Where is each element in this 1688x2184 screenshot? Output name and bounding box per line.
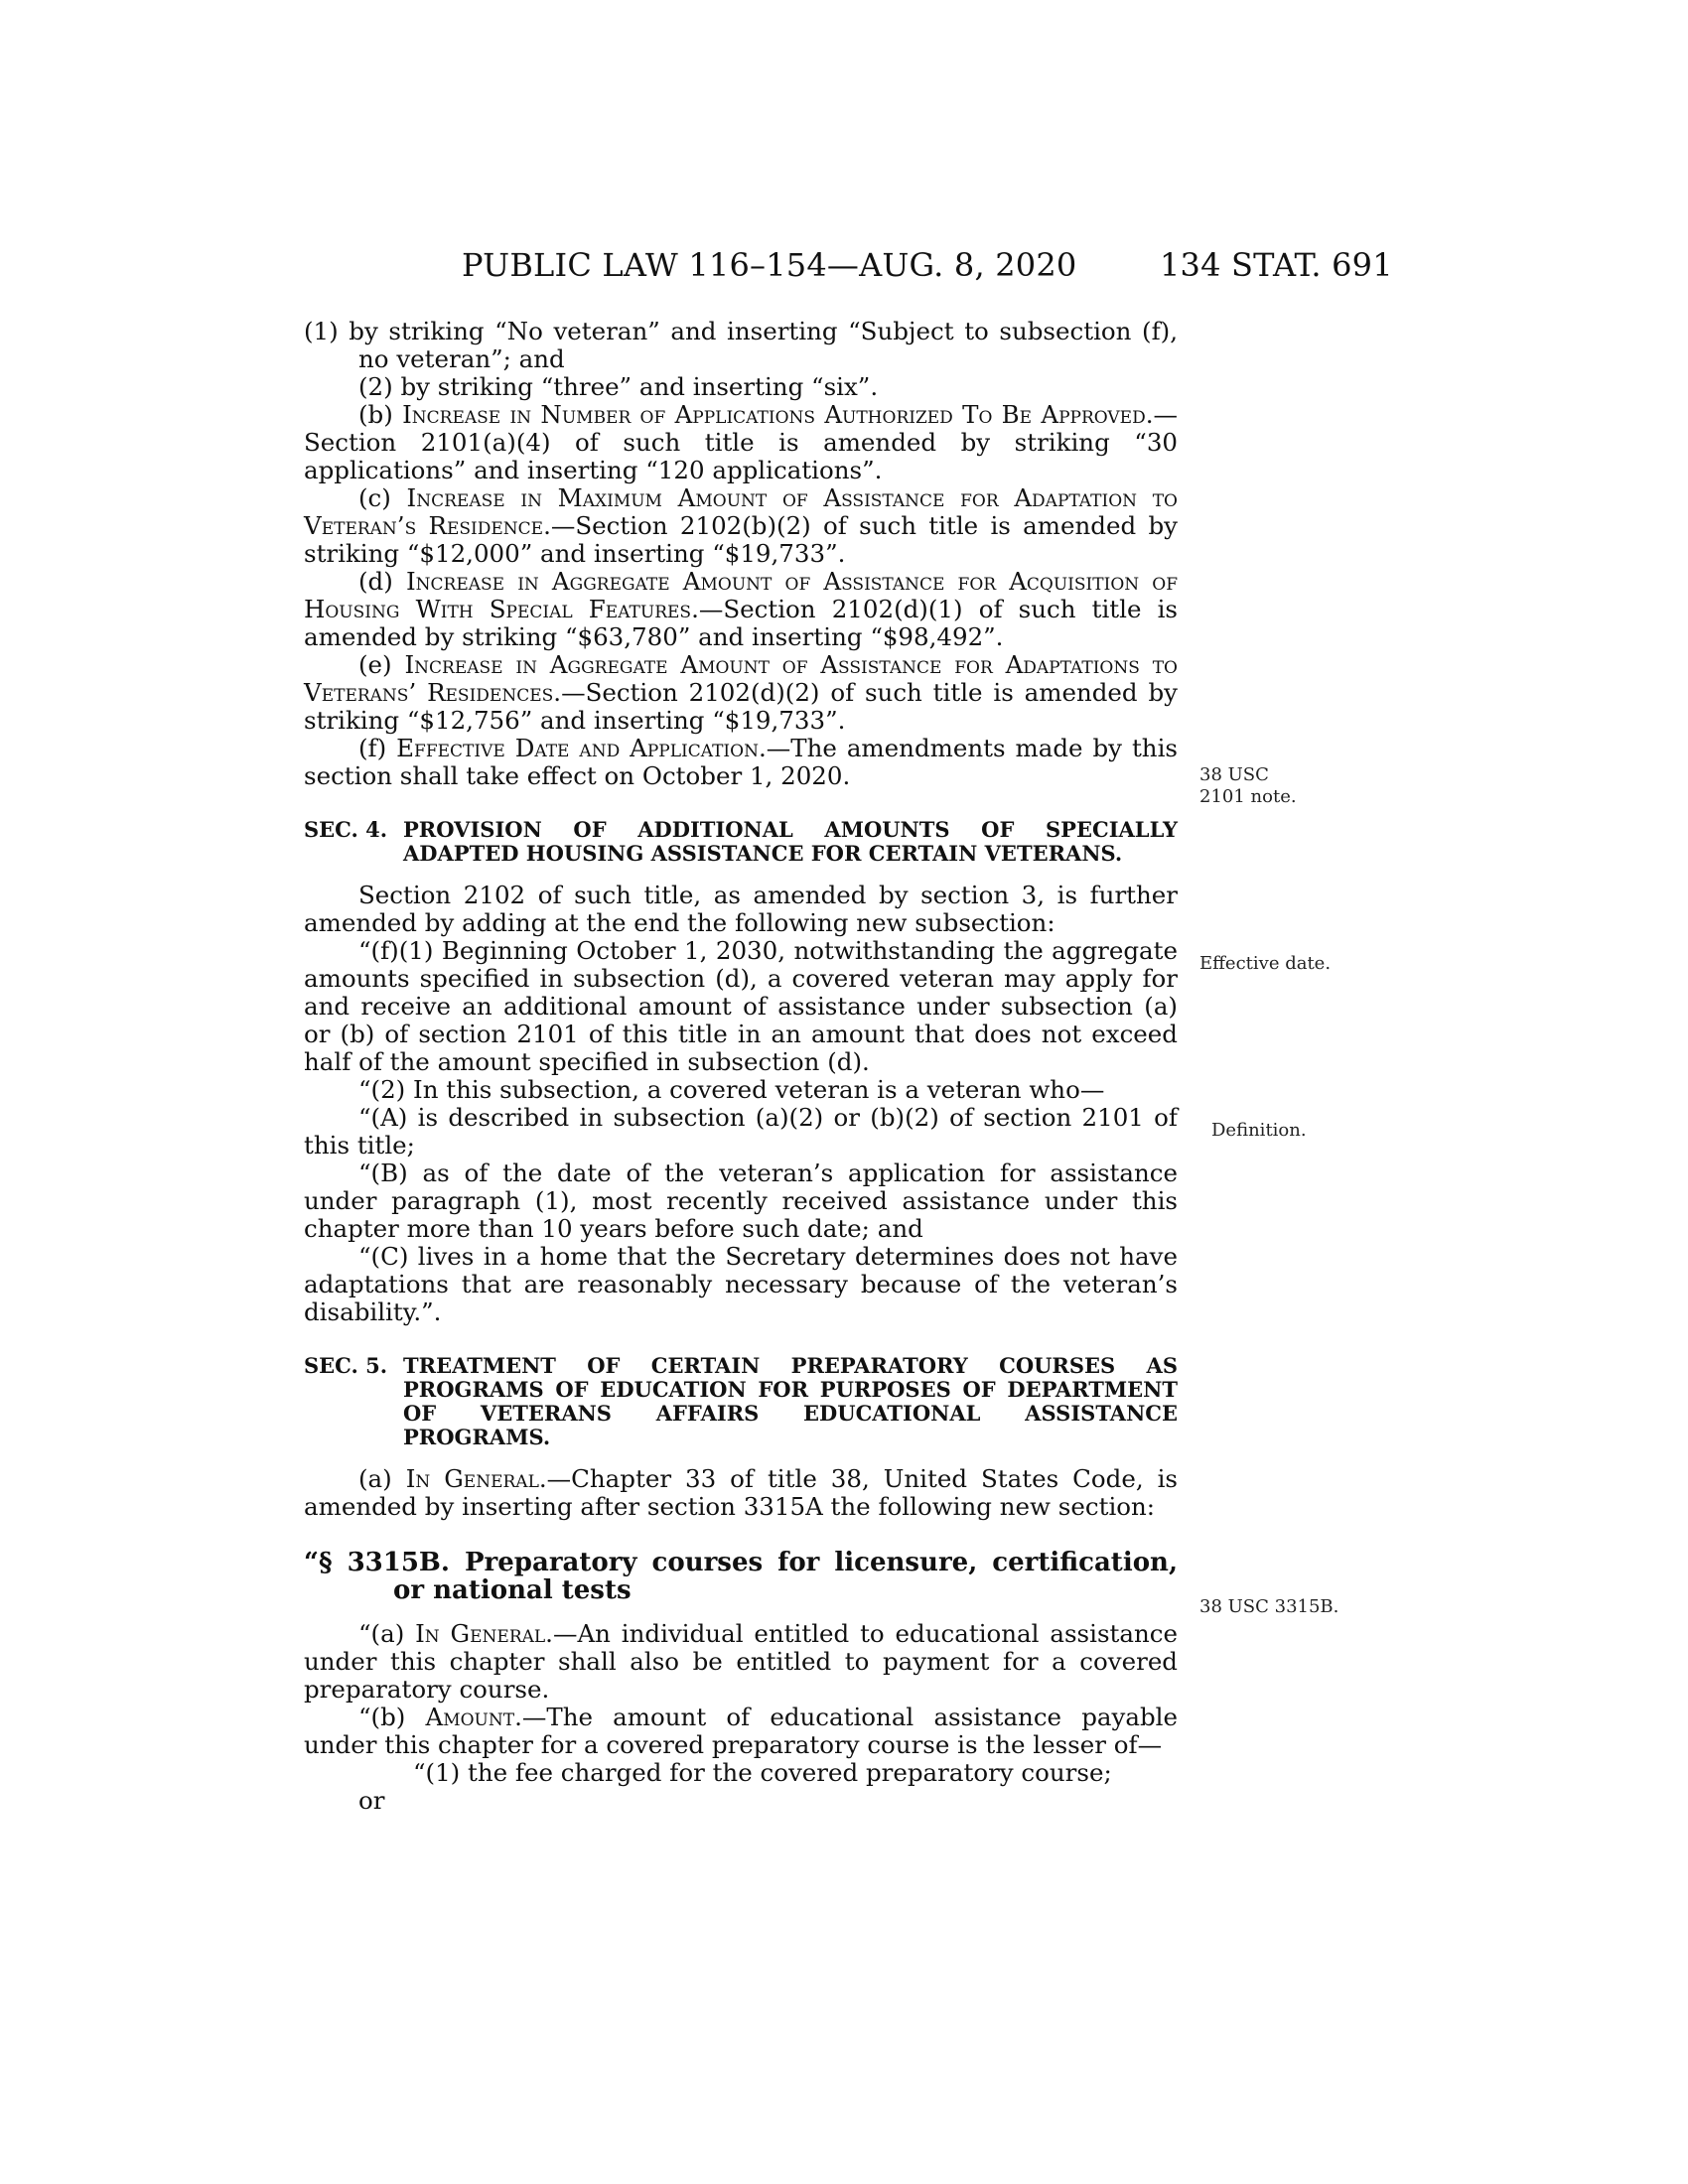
section-number: SEC. 5. (304, 1353, 388, 1378)
label: (e) (358, 650, 405, 679)
paragraph-f (304, 735, 1178, 790)
text: —Section 2102(d)(1) of such title is amended by striking “$63,780” and inserting “$98,492”. (304, 595, 1179, 651)
label: (f) (358, 734, 397, 762)
text: —Chapter 33 of title 38, United States Code, is amended by inserting after section 3315A the following new section: (304, 1464, 1178, 1521)
section-4-intro: Section 2102 of such title, as amended by section 3, is further amended by adding at the end the following new subsection: (304, 881, 1178, 937)
quoted-b1-or (304, 1787, 1178, 1815)
paragraph-a1 (249, 318, 1178, 373)
page-header-title: PUBLIC LAW 116–154—AUG. 8, 2020 (462, 246, 1077, 284)
subsection-f1: “(f)(1) Beginning October 1, 2030, notwithstanding the aggregate amounts specified in subsection (d), a covered veteran may apply for and receive an additional amount of assistance under subsection (a) or (b) of section 2101 of this title in an amount that does not exceed half of the amount specified in subsection (d). (304, 936, 1178, 1076)
section-3315b-heading (304, 1549, 1178, 1604)
label: (a) (358, 1464, 406, 1493)
text: —Section 2102(b)(2) of such title is amended by striking “$12,000” and inserting “$19,733”. (304, 511, 1178, 568)
body-text (304, 318, 1178, 1815)
heading: In General. (415, 1619, 553, 1648)
paragraph-a2 (249, 373, 1178, 401)
paragraph-d (304, 568, 1178, 651)
label: (b) (358, 400, 403, 429)
label: “(b) (358, 1703, 426, 1731)
heading: In General. (405, 1464, 547, 1493)
margin-note-38-usc-2101: 38 USC 2101 note. (1199, 764, 1297, 807)
text: —Section 2102(d)(2) of such title is amended by striking “$12,756” and inserting “$19,733”. (304, 678, 1178, 735)
text: —An individual entitled to educational assistance under this chapter shall also be entitled to payment for a covered preparatory course. (304, 1619, 1178, 1704)
section-title: TREATMENT OF CERTAIN PREPARATORY COURSES AS PROGRAMS OF EDUCATION FOR PURPOSES OF DEPARTMENT OF VETERANS AFFAIRS EDUCATIONAL ASSISTANCE PROGRAMS. (403, 1353, 1178, 1449)
text: or (358, 1786, 385, 1815)
text: —The amount of educational assistance payable under this chapter for a covered preparatory course is the lesser of— (304, 1703, 1178, 1759)
clause-C: “(C) lives in a home that the Secretary determines does not have adaptations that are reasonably necessary because of the veteran’s disability.”. (304, 1242, 1178, 1326)
text: —The amendments made by this section shall take effect on October 1, 2020. (304, 734, 1178, 790)
quoted-b1 (304, 1759, 1178, 1787)
section-number: SEC. 4. (304, 817, 388, 842)
clause-A: “(A) is described in subsection (a)(2) or (b)(2) of section 2101 of this title; (304, 1103, 1178, 1160)
paragraph-c (304, 484, 1178, 568)
paragraph-e (304, 651, 1178, 735)
text: (1) by striking “No veteran” and inserting “Subject to subsection (f), no veteran”; and (304, 317, 1178, 373)
section-title: Preparatory courses for licensure, certification, or national tests (393, 1548, 1178, 1605)
heading: Increase in Aggregate Amount of Assistance for Adaptations to Veterans’ Residences. (304, 650, 1178, 707)
quoted-b (304, 1704, 1178, 1759)
section-number: “§ 3315B. (304, 1548, 450, 1577)
heading: Amount. (425, 1703, 522, 1731)
quoted-a (304, 1620, 1178, 1704)
clause-B: “(B) as of the date of the veteran’s application for assistance under paragraph (1), most recently received assistance under this chapter more than 10 years before such date; and (304, 1159, 1178, 1243)
margin-note-definition: Definition. (1211, 1120, 1307, 1141)
page-header-stat: 134 STAT. 691 (1160, 246, 1393, 284)
text: “(1) the fee charged for the covered preparatory course; (413, 1758, 1112, 1787)
heading: Increase in Number of Applications Authorized To Be Approved. (402, 400, 1154, 429)
heading: Increase in Maximum Amount of Assistance for Adaptation to Veteran’s Residence. (304, 483, 1178, 540)
section-title: PROVISION OF ADDITIONAL AMOUNTS OF SPECIALLY ADAPTED HOUSING ASSISTANCE FOR CERTAIN VETERANS. (403, 817, 1178, 866)
heading: Increase in Aggregate Amount of Assistance for Acquisition of Housing With Special Features. (304, 567, 1179, 623)
text: —Section 2101(a)(4) of such title is amended by striking “30 applications” and inserting “120 applications”. (304, 400, 1178, 484)
section-5-a (304, 1465, 1178, 1521)
label: “(a) (358, 1619, 416, 1648)
subsection-f2: “(2) In this subsection, a covered veteran is a veteran who— (358, 1075, 1105, 1104)
paragraph-b (304, 401, 1178, 484)
section-4-heading (304, 818, 1178, 866)
text: (2) by striking “three” and inserting “six”. (358, 372, 879, 401)
margin-note-38-usc-3315b: 38 USC 3315B. (1199, 1596, 1339, 1617)
label: (d) (358, 567, 406, 596)
margin-note-effective-date: Effective date. (1199, 953, 1332, 974)
label: (c) (358, 483, 407, 512)
section-5-heading (304, 1354, 1178, 1449)
heading: Effective Date and Application. (396, 734, 767, 762)
